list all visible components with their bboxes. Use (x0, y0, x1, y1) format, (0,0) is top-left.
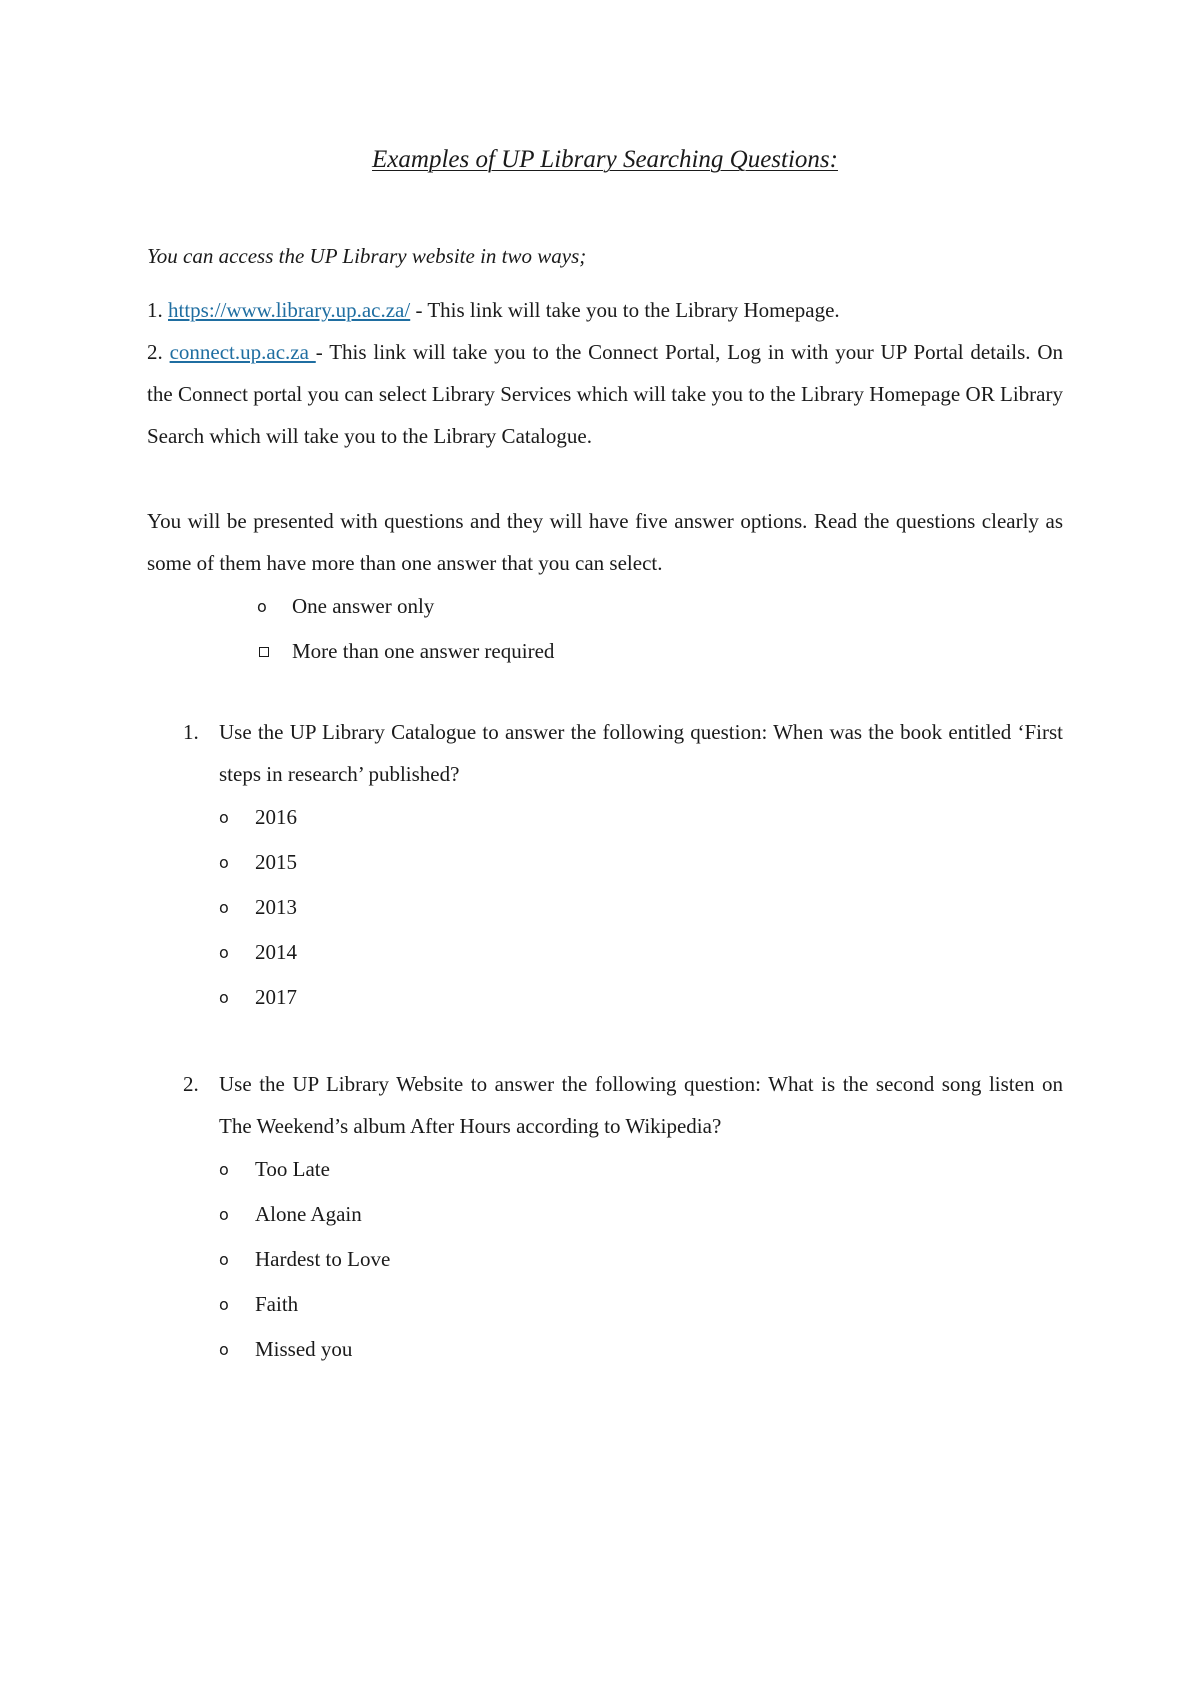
answer-option[interactable] (219, 1237, 1063, 1282)
radio-bullet-icon: o (257, 597, 267, 616)
radio-bullet-icon: o (219, 1205, 229, 1224)
access-method-number: 1. (147, 298, 163, 322)
instructions-text: You will be presented with questions and they will have five answer options. Read the questions clearly as some of them have more than one answer that you can select. (147, 509, 1063, 575)
answer-option[interactable] (219, 1282, 1063, 1327)
answer-option-label: Hardest to Love (255, 1247, 391, 1271)
radio-bullet-icon: o (219, 853, 229, 872)
answer-option-label: Faith (255, 1292, 299, 1316)
answer-option-label: 2017 (255, 985, 297, 1009)
answer-option-label: 2013 (255, 895, 297, 919)
connect-portal-link[interactable]: connect.up.ac.za (169, 340, 316, 364)
legend-label: One answer only (292, 594, 435, 618)
question-text: Use the UP Library Catalogue to answer the following question: When was the book entitled ‘First steps in research’ published? (219, 720, 1063, 786)
answer-option-label: Missed you (255, 1337, 353, 1361)
answer-options (147, 1147, 1063, 1372)
question-number: 1. (183, 720, 199, 744)
answer-option[interactable] (219, 840, 1063, 885)
question-number: 2. (183, 1072, 199, 1096)
answer-option[interactable] (219, 1192, 1063, 1237)
question-2 (147, 1063, 1063, 1372)
radio-bullet-icon: o (219, 1340, 229, 1359)
checkbox-square-icon (259, 647, 269, 657)
answer-options (147, 795, 1063, 1020)
radio-bullet-icon: o (219, 1160, 229, 1179)
question-header (147, 1063, 1063, 1147)
instructions (147, 500, 1063, 584)
answer-option-label: Alone Again (255, 1202, 362, 1226)
answer-option[interactable] (219, 795, 1063, 840)
access-methods (147, 289, 1063, 457)
question-header (147, 711, 1063, 795)
radio-bullet-icon: o (219, 1295, 229, 1314)
answer-option-label: Too Late (255, 1157, 330, 1181)
answer-option-label: 2015 (255, 850, 297, 874)
answer-option-label: 2016 (255, 805, 297, 829)
question-1 (147, 711, 1063, 1020)
document-title: Examples of UP Library Searching Questions: (372, 146, 838, 173)
access-method-number: 2. (147, 340, 163, 364)
access-method-1 (147, 289, 1063, 331)
legend-row-multiple (257, 629, 554, 674)
answer-option[interactable] (219, 1327, 1063, 1372)
radio-bullet-icon: o (219, 943, 229, 962)
radio-bullet-icon: o (219, 988, 229, 1007)
answer-option[interactable] (219, 930, 1063, 975)
access-method-2 (147, 331, 1063, 457)
access-method-description: - This link will take you to the Library Homepage. (410, 298, 840, 322)
legend-row-single (257, 584, 554, 629)
radio-bullet-icon: o (219, 1250, 229, 1269)
answer-option[interactable] (219, 885, 1063, 930)
answer-option-label: 2014 (255, 940, 297, 964)
access-method-description: - This link will take you to the Connect Portal, Log in with your UP Portal details. On the Connect portal you can select Library Services which will take you to the Library Homepage OR Library Search which will take you to the Library Catalogue. (147, 340, 1063, 448)
answer-option[interactable] (219, 1147, 1063, 1192)
document-page (147, 0, 1063, 1698)
access-intro: You can access the UP Library website in two ways; (147, 244, 587, 268)
answer-legend (257, 584, 554, 674)
question-text: Use the UP Library Website to answer the following question: What is the second song listen on The Weekend’s album After Hours according to Wikipedia? (219, 1072, 1063, 1138)
answer-option[interactable] (219, 975, 1063, 1020)
radio-bullet-icon: o (219, 898, 229, 917)
radio-bullet-icon: o (219, 808, 229, 827)
library-homepage-link[interactable]: https://www.library.up.ac.za/ (168, 298, 411, 322)
legend-label: More than one answer required (292, 639, 555, 663)
